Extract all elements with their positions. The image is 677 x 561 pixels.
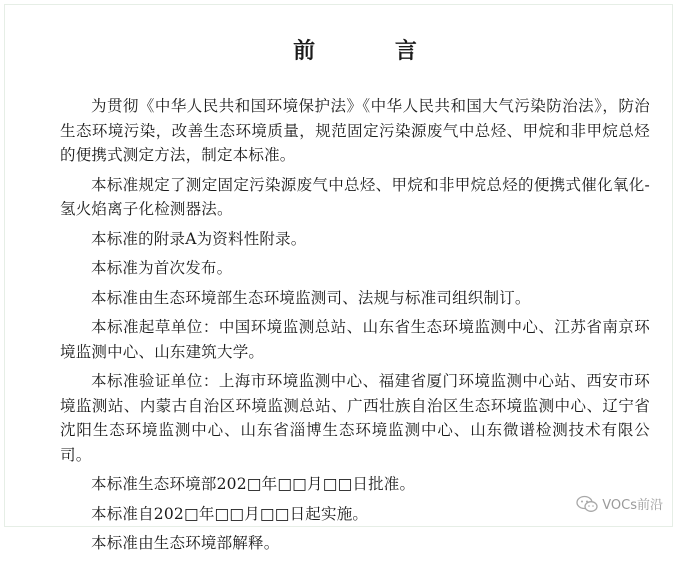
page-title: 前 言 — [293, 38, 453, 64]
paragraph-first-release: 本标准为首次发布。 — [91, 259, 233, 277]
watermark — [576, 494, 663, 513]
paragraph-verification-units: 本标准验证单位：上海市环境监测中心、福建省厦门环境监测中心站、西安市环境监测站、内蒙古自治区环境监测总站、广西壮族自治区生态环境监测中心、辽宁省沈阳生态环境监测中心、山东省淄博生态环境监测中心、山东微谱检测技术有限公司。 — [60, 372, 650, 464]
paragraph-purpose: 为贯彻《中华人民共和国环境保护法》《中华人民共和国大气污染防治法》，防治生态环境污染，改善生态环境质量，规范固定污染源废气中总烃、甲烷和非甲烷总烃的便携式测定方法，制定本标准。 — [60, 97, 650, 164]
wechat-icon — [576, 495, 598, 513]
paragraph-scope: 本标准规定了测定固定污染源废气中总烃、甲烷和非甲烷总烃的便携式催化氧化-氢火焰离子化检测器法。 — [60, 175, 650, 218]
watermark-text: VOCs前沿 — [602, 498, 663, 513]
paragraph-interpretation: 本标准由生态环境部解释。 — [91, 534, 280, 552]
paragraph-approval-date: 本标准生态环境部202□年□□月□□日批准。 — [91, 475, 416, 493]
document-body — [60, 28, 650, 561]
paragraph-effective-date: 本标准自202□年□□月□□日起实施。 — [91, 504, 369, 523]
paragraph-drafting-units: 本标准起草单位：中国环境监测总站、山东省生态环境监测中心、江苏省南京环境监测中心、山东建筑大学。 — [60, 318, 650, 361]
paragraph-appendix: 本标准的附录A为资料性附录。 — [91, 229, 307, 248]
paragraph-organizer: 本标准由生态环境部生态环境监测司、法规与标准司组织制订。 — [91, 288, 531, 307]
